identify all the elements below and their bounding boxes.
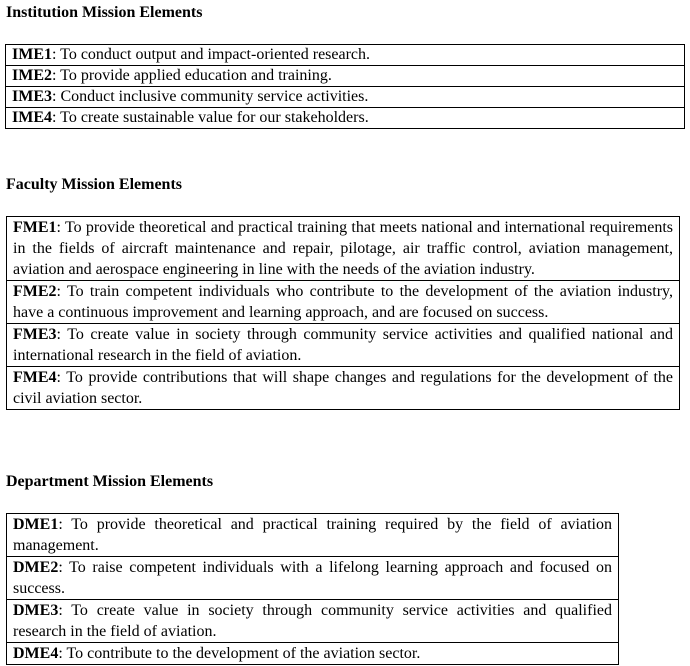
mission-element-dme3 [7,600,619,643]
institution-mission-table [5,44,685,129]
mission-element-ime4 [6,108,685,129]
mission-element-ime2 [6,66,685,87]
mission-element-dme4 [7,643,619,665]
mission-element-fme2 [7,281,680,324]
table-row [7,324,680,367]
mission-text: : Conduct inclusive community service activities. [52,88,369,105]
mission-text: : To provide theoretical and practical training that meets national and international requirements in the fields of aircraft maintenance and repair, pilotage, air traffic control, aviation management, aviation and aerospace engineering in line with the needs of the aviation industry. [13,219,673,278]
table-row [7,600,619,643]
table-row [7,514,619,557]
mission-code: DME2 [13,559,59,576]
mission-code: FME1 [13,219,57,236]
mission-code: FME4 [13,369,57,386]
mission-code: DME4 [13,645,59,662]
table-row [6,66,685,87]
department-mission-table [6,513,619,665]
mission-code: IME3 [12,88,52,105]
table-row [6,87,685,108]
table-row [7,643,619,665]
mission-element-dme2 [7,557,619,600]
mission-text: : To provide theoretical and practical training required by the field of aviation management. [13,516,612,554]
table-row [7,217,680,281]
mission-text: : To contribute to the development of the aviation sector. [58,645,421,662]
mission-text: : To create value in society through community service activities and qualified research in the field of aviation. [13,602,612,640]
table-row [7,367,680,410]
mission-text: : To conduct output and impact-oriented research. [52,46,371,63]
mission-text: : To raise competent individuals with a lifelong learning approach and focused on success. [13,559,612,597]
mission-code: FME3 [13,326,57,343]
faculty-mission-table [6,216,680,410]
table-row [6,45,685,66]
faculty-section-title: Faculty Mission Elements [6,176,182,193]
mission-element-dme1 [7,514,619,557]
mission-code: IME1 [12,46,52,63]
mission-code: IME2 [12,67,52,84]
table-row [6,108,685,129]
mission-text: : To create sustainable value for our stakeholders. [52,109,369,126]
mission-code: IME4 [12,109,52,126]
table-row [7,281,680,324]
mission-element-ime1 [6,45,685,66]
mission-text: : To create value in society through community service activities and qualified national and international research in the field of aviation. [13,326,673,364]
mission-element-ime3 [6,87,685,108]
mission-code: DME1 [13,516,59,533]
institution-section-title: Institution Mission Elements [6,4,203,21]
mission-code: DME3 [13,602,59,619]
mission-element-fme4 [7,367,680,410]
mission-text: : To provide applied education and training. [52,67,332,84]
department-section-title: Department Mission Elements [6,473,214,490]
mission-text: : To provide contributions that will shape changes and regulations for the development of the civil aviation sector. [13,369,673,407]
mission-element-fme3 [7,324,680,367]
mission-element-fme1 [7,217,680,281]
table-row [7,557,619,600]
mission-text: : To train competent individuals who contribute to the development of the aviation industry, have a continuous improvement and learning approach, and are focused on success. [13,283,673,321]
mission-code: FME2 [13,283,57,300]
